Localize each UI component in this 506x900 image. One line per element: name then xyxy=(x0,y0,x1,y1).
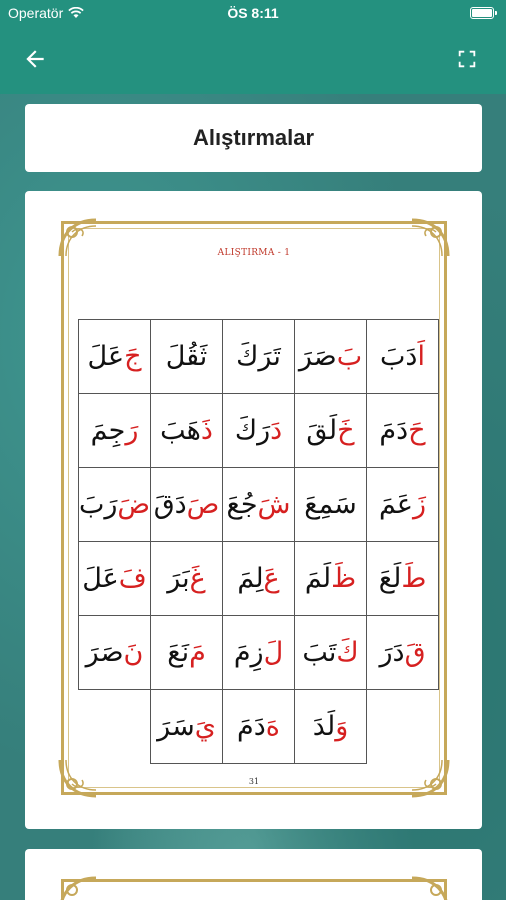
highlighted-letter: مَ xyxy=(189,637,206,668)
word-text: لَعَ xyxy=(378,563,402,594)
grid-cell xyxy=(294,541,367,616)
word-text: عَلَ xyxy=(87,341,125,372)
word-text: صَرَ xyxy=(85,637,124,668)
page-number: 31 xyxy=(248,777,260,786)
grid-cell xyxy=(78,467,151,542)
grid-cell xyxy=(150,541,223,616)
word-text: جُعَ xyxy=(226,489,258,520)
word-text: لَدَ xyxy=(312,711,336,742)
word-text: دَقَ xyxy=(153,489,187,520)
ornament-corner-icon xyxy=(408,874,452,900)
highlighted-letter: وَ xyxy=(335,711,349,742)
grid-cell xyxy=(150,615,223,690)
grid-cell xyxy=(222,689,295,764)
highlighted-letter: صَ xyxy=(186,489,220,520)
highlighted-letter: شَ xyxy=(257,489,291,520)
highlighted-letter: كَ xyxy=(336,637,359,668)
fullscreen-icon[interactable] xyxy=(456,48,478,70)
highlighted-letter: طَ xyxy=(401,563,427,594)
highlighted-letter: يَ xyxy=(194,711,216,742)
arrow-left-icon[interactable] xyxy=(22,46,48,72)
word-text: ثَقُلَ xyxy=(165,341,208,372)
grid-cell xyxy=(366,615,439,690)
highlighted-letter: جَ xyxy=(124,341,142,372)
battery-icon xyxy=(470,7,494,19)
word-text: سَرَ xyxy=(157,711,195,742)
word-text: عَلَ xyxy=(82,563,119,594)
grid-cell xyxy=(150,467,223,542)
grid-cell xyxy=(150,319,223,394)
carrier-label: Operatör xyxy=(8,5,64,21)
word-grid xyxy=(78,319,438,763)
word-text: دَبَ xyxy=(380,341,418,372)
grid-cell xyxy=(294,393,367,468)
grid-cell xyxy=(366,393,439,468)
status-time: ÖS 8:11 xyxy=(227,5,279,21)
word-text: دَرَ xyxy=(379,637,405,668)
next-exercise-page xyxy=(25,849,482,900)
grid-cell xyxy=(150,689,223,764)
highlighted-letter: غَ xyxy=(189,563,206,594)
status-bar xyxy=(0,0,506,28)
grid-cell xyxy=(294,467,367,542)
highlighted-letter: اَ xyxy=(417,341,425,372)
grid-cell xyxy=(294,319,367,394)
word-text: تَرَكَ xyxy=(236,341,281,372)
word-text: لَقَ xyxy=(306,415,338,446)
highlighted-letter: قَ xyxy=(404,637,426,668)
grid-cell xyxy=(294,615,367,690)
exercise-page xyxy=(25,191,482,829)
highlighted-letter: عَ xyxy=(263,563,280,594)
highlighted-letter: ظَ xyxy=(331,563,357,594)
grid-cell xyxy=(78,393,151,468)
highlighted-letter: بَ xyxy=(336,341,363,372)
grid-cell xyxy=(150,393,223,468)
word-text: نَعَ xyxy=(167,637,190,668)
highlighted-letter: رَ xyxy=(125,415,139,446)
grid-cell xyxy=(222,319,295,394)
word-text: لِمَ xyxy=(237,563,264,594)
highlighted-letter: خَ xyxy=(337,415,355,446)
word-text: لَمَ xyxy=(304,563,332,594)
grid-cell xyxy=(222,541,295,616)
grid-cell xyxy=(294,689,367,764)
grid-cell xyxy=(222,467,295,542)
grid-cell xyxy=(78,615,151,690)
grid-cell-empty xyxy=(366,689,439,764)
grid-cell xyxy=(366,541,439,616)
highlighted-letter: هَ xyxy=(265,711,280,742)
grid-cell xyxy=(78,319,151,394)
grid-cell xyxy=(222,393,295,468)
ornament-corner-icon xyxy=(56,874,100,900)
highlighted-letter: زَ xyxy=(413,489,427,520)
word-text: زِمَ xyxy=(233,637,264,668)
word-text: عَمَ xyxy=(378,489,414,520)
grid-cell xyxy=(366,319,439,394)
word-text: دَمَ xyxy=(237,711,266,742)
grid-cell xyxy=(366,467,439,542)
word-text: هَبَ xyxy=(160,415,201,446)
grid-cell xyxy=(222,615,295,690)
highlighted-letter: ذَ xyxy=(200,415,213,446)
word-text: صَرَ xyxy=(298,341,337,372)
word-text: رَكَ xyxy=(234,415,271,446)
word-text: دَمَ xyxy=(379,415,409,446)
highlighted-letter: ضَ xyxy=(117,489,151,520)
exercise-title: ALIŞTIRMA - 1 xyxy=(217,248,291,258)
title-card xyxy=(25,104,482,172)
word-text: جِمَ xyxy=(90,415,126,446)
highlighted-letter: دَ xyxy=(270,415,283,446)
word-text: سَمِعَ xyxy=(304,489,357,520)
grid-cell xyxy=(78,541,151,616)
highlighted-letter: حَ xyxy=(408,415,426,446)
ornamental-frame xyxy=(61,879,447,900)
word-text: بَرَ xyxy=(167,563,190,594)
highlighted-letter: لَ xyxy=(263,637,284,668)
page-title: Alıştırmalar xyxy=(192,125,315,150)
highlighted-letter: نَ xyxy=(123,637,144,668)
app-header xyxy=(0,0,506,94)
highlighted-letter: فَ xyxy=(118,563,147,594)
word-text: رَبَ xyxy=(78,489,118,520)
word-text: تَبَ xyxy=(302,637,337,668)
grid-cell-empty xyxy=(78,689,151,764)
